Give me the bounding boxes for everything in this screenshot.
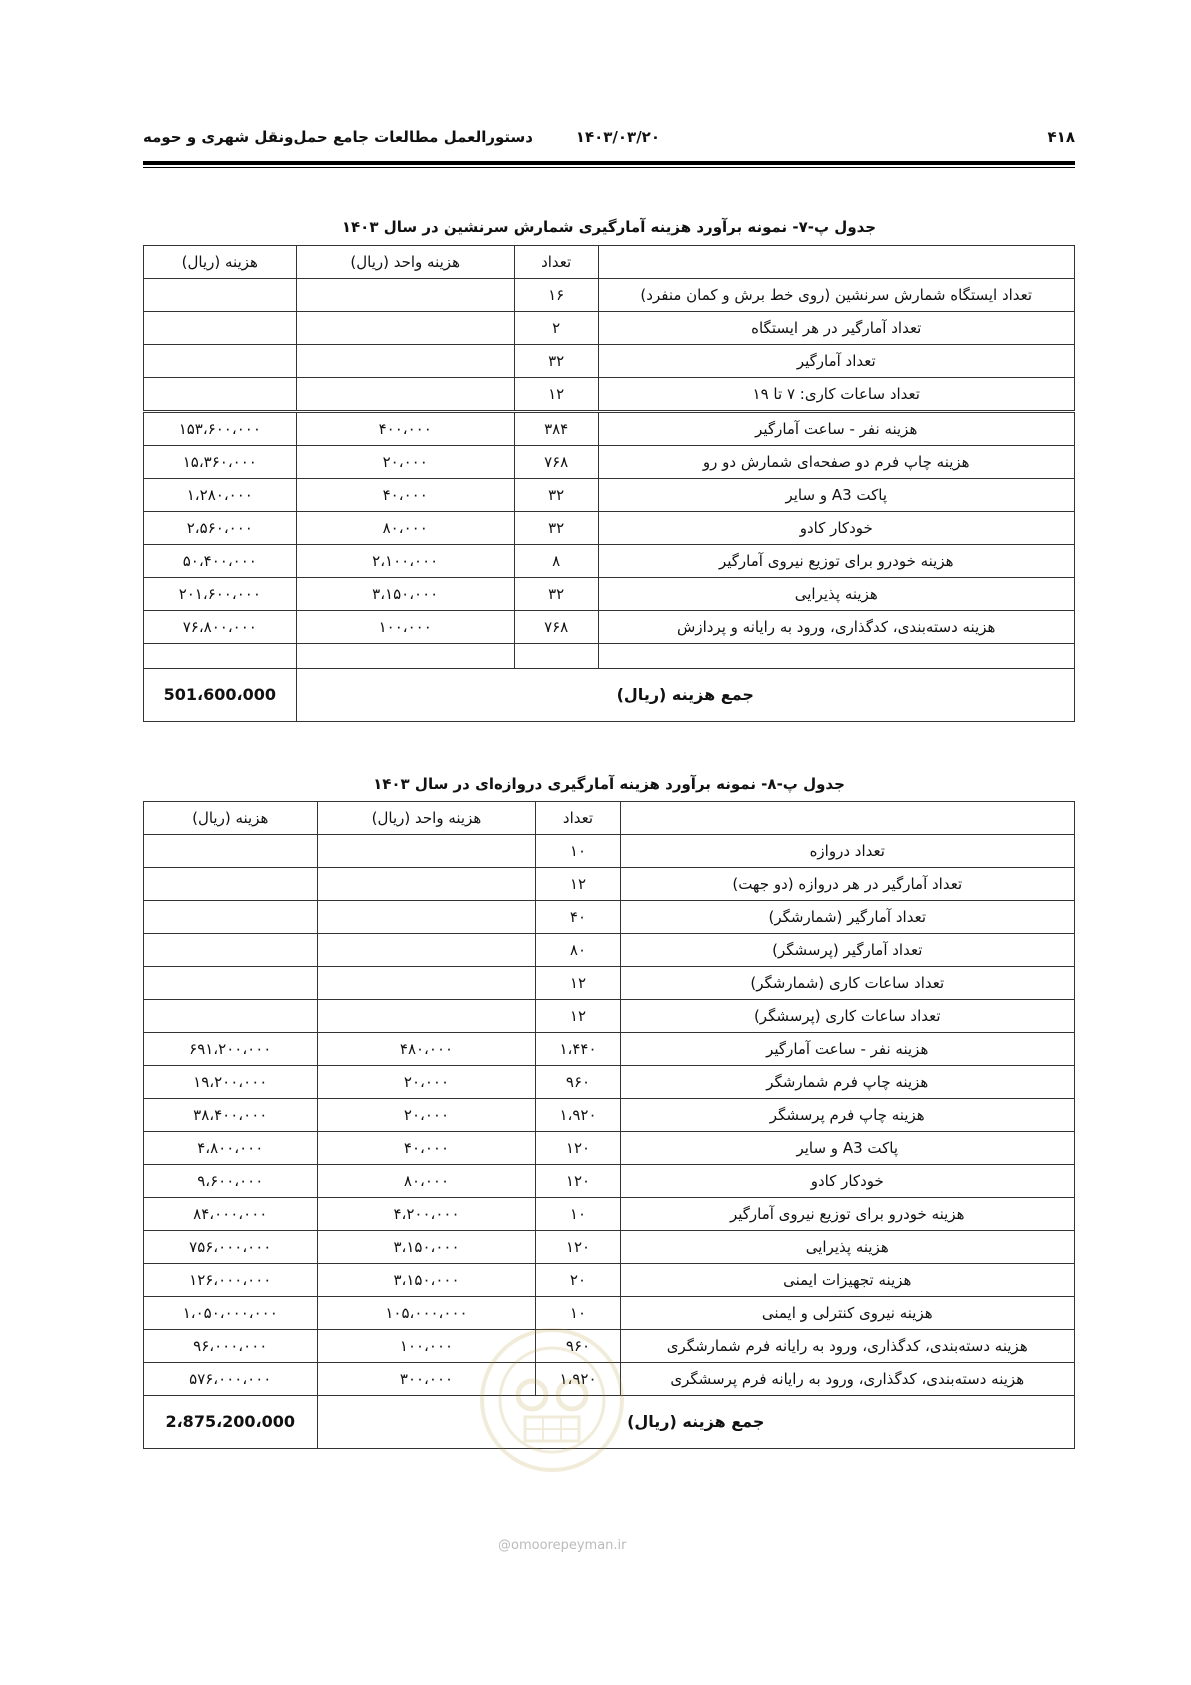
row-count: ۱۲ [536, 1000, 620, 1033]
row-item: هزینه نفر - ساعت آمارگیر [598, 412, 1074, 446]
row-count: ۱،۹۲۰ [536, 1099, 620, 1132]
row-unit-cost: ۳،۱۵۰،۰۰۰ [296, 578, 514, 611]
row-item: هزینه چاپ فرم شمارشگر [620, 1066, 1075, 1099]
row-cost [144, 279, 297, 312]
row-count: ۹۶۰ [536, 1066, 620, 1099]
row-unit-cost [317, 934, 536, 967]
row-item: تعداد آمارگیر در هر دروازه (دو جهت) [620, 868, 1075, 901]
row-item: هزینه پذیرایی [620, 1231, 1075, 1264]
row-cost: ۸۴،۰۰۰،۰۰۰ [144, 1198, 318, 1231]
row-cost: ۹۶،۰۰۰،۰۰۰ [144, 1330, 318, 1363]
row-cost [144, 1000, 318, 1033]
total-row [144, 669, 1075, 722]
row-item: تعداد آمارگیر (شمارشگر) [620, 901, 1075, 934]
row-unit-cost: ۸۰،۰۰۰ [296, 512, 514, 545]
row-unit-cost: ۲۰،۰۰۰ [317, 1066, 536, 1099]
row-item: خودکار کادو [620, 1165, 1075, 1198]
blank-cell [598, 644, 1074, 669]
row-count: ۱۶ [514, 279, 598, 312]
row-cost: ۷۵۶،۰۰۰،۰۰۰ [144, 1231, 318, 1264]
row-cost: ۵۰،۴۰۰،۰۰۰ [144, 545, 297, 578]
row-unit-cost: ۸۰،۰۰۰ [317, 1165, 536, 1198]
row-count: ۴۰ [536, 901, 620, 934]
row-count: ۳۲ [514, 512, 598, 545]
header-item [598, 246, 1074, 279]
row-unit-cost: ۳،۱۵۰،۰۰۰ [317, 1231, 536, 1264]
row-cost: ۷۶،۸۰۰،۰۰۰ [144, 611, 297, 644]
table-row [144, 611, 1075, 644]
row-count: ۸ [514, 545, 598, 578]
row-cost: ۴،۸۰۰،۰۰۰ [144, 1132, 318, 1165]
header-count: تعداد [514, 246, 598, 279]
row-cost [144, 345, 297, 378]
header-cost: هزینه (ریال) [144, 802, 318, 835]
row-unit-cost [317, 967, 536, 1000]
row-cost [144, 967, 318, 1000]
table1 [143, 245, 1075, 722]
row-item: هزینه چاپ فرم پرسشگر [620, 1099, 1075, 1132]
row-unit-cost: ۲۰،۰۰۰ [296, 446, 514, 479]
page-number: ۴۱۸ [1047, 128, 1075, 146]
row-count: ۱۲۰ [536, 1132, 620, 1165]
row-cost: ۱۵،۳۶۰،۰۰۰ [144, 446, 297, 479]
row-cost [144, 934, 318, 967]
row-unit-cost: ۱۰۵،۰۰۰،۰۰۰ [317, 1297, 536, 1330]
row-count: ۳۸۴ [514, 412, 598, 446]
row-item: خودکار کادو [598, 512, 1074, 545]
row-cost: ۱۲۶،۰۰۰،۰۰۰ [144, 1264, 318, 1297]
row-count: ۲ [514, 312, 598, 345]
table-row [144, 934, 1075, 967]
row-item: پاکت A3 و سایر [620, 1132, 1075, 1165]
row-cost [144, 378, 297, 412]
row-item: هزینه نیروی کنترلی و ایمنی [620, 1297, 1075, 1330]
row-cost: ۵۷۶،۰۰۰،۰۰۰ [144, 1363, 318, 1396]
row-count: ۱۲۰ [536, 1165, 620, 1198]
header-unit-cost: هزینه واحد (ریال) [296, 246, 514, 279]
row-unit-cost: ۳۰۰،۰۰۰ [317, 1363, 536, 1396]
row-cost: ۲۰۱،۶۰۰،۰۰۰ [144, 578, 297, 611]
blank-cell [296, 644, 514, 669]
blank-cell [514, 644, 598, 669]
row-unit-cost: ۴۰،۰۰۰ [296, 479, 514, 512]
row-item: تعداد ایستگاه شمارش سرنشین (روی خط برش و کمان منفرد) [598, 279, 1074, 312]
row-unit-cost: ۴،۲۰۰،۰۰۰ [317, 1198, 536, 1231]
total-label: جمع هزینه (ریال) [317, 1396, 1075, 1449]
row-item: تعداد آمارگیر (پرسشگر) [620, 934, 1075, 967]
row-item: هزینه تجهیزات ایمنی [620, 1264, 1075, 1297]
row-cost [144, 835, 318, 868]
row-count: ۱،۹۲۰ [536, 1363, 620, 1396]
header-date: ۱۴۰۳/۰۳/۲۰ [575, 128, 660, 146]
row-count: ۱۰ [536, 1297, 620, 1330]
row-cost [144, 312, 297, 345]
row-unit-cost [317, 901, 536, 934]
total-label: جمع هزینه (ریال) [296, 669, 1074, 722]
table-row [144, 1066, 1075, 1099]
header-rule [143, 161, 1075, 165]
row-count: ۳۲ [514, 345, 598, 378]
table-row [144, 412, 1075, 446]
row-unit-cost [296, 378, 514, 412]
table-row [144, 545, 1075, 578]
table-row [144, 868, 1075, 901]
table-row [144, 1033, 1075, 1066]
row-cost: ۹،۶۰۰،۰۰۰ [144, 1165, 318, 1198]
header-count: تعداد [536, 802, 620, 835]
row-unit-cost: ۴۰،۰۰۰ [317, 1132, 536, 1165]
row-cost: ۱،۰۵۰،۰۰۰،۰۰۰ [144, 1297, 318, 1330]
row-count: ۳۲ [514, 479, 598, 512]
header-unit-cost: هزینه واحد (ریال) [317, 802, 536, 835]
row-cost: ۱،۲۸۰،۰۰۰ [144, 479, 297, 512]
row-cost: ۱۵۳،۶۰۰،۰۰۰ [144, 412, 297, 446]
row-item: تعداد دروازه [620, 835, 1075, 868]
row-count: ۳۲ [514, 578, 598, 611]
row-item: تعداد آمارگیر [598, 345, 1074, 378]
row-cost: ۳۸،۴۰۰،۰۰۰ [144, 1099, 318, 1132]
row-cost: ۶۹۱،۲۰۰،۰۰۰ [144, 1033, 318, 1066]
table-row [144, 967, 1075, 1000]
table-row [144, 378, 1075, 412]
table-row [144, 446, 1075, 479]
row-item: تعداد آمارگیر در هر ایستگاه [598, 312, 1074, 345]
row-count: ۹۶۰ [536, 1330, 620, 1363]
row-item: هزینه دسته‌بندی، کدگذاری، ورود به رایانه فرم شمارشگری [620, 1330, 1075, 1363]
table-row [144, 279, 1075, 312]
row-count: ۱۲ [536, 967, 620, 1000]
header-title: دستورالعمل مطالعات جامع حمل‌ونقل شهری و حومه [143, 128, 533, 146]
row-item: هزینه دسته‌بندی، کدگذاری، ورود به رایانه فرم پرسشگری [620, 1363, 1075, 1396]
watermark-text: @omoorepeyman.ir [498, 1538, 627, 1553]
row-count: ۲۰ [536, 1264, 620, 1297]
row-unit-cost: ۱۰۰،۰۰۰ [317, 1330, 536, 1363]
table-row [144, 345, 1075, 378]
row-item: هزینه چاپ فرم دو صفحه‌ای شمارش دو رو [598, 446, 1074, 479]
row-item: هزینه خودرو برای توزیع نیروی آمارگیر [598, 545, 1074, 578]
total-value: 2،875،200،000 [144, 1396, 318, 1449]
table-row [144, 1231, 1075, 1264]
row-item: هزینه خودرو برای توزیع نیروی آمارگیر [620, 1198, 1075, 1231]
row-count: ۱۲ [536, 868, 620, 901]
table-row [144, 835, 1075, 868]
table-row [144, 512, 1075, 545]
row-cost: ۱۹،۲۰۰،۰۰۰ [144, 1066, 318, 1099]
header-cost: هزینه (ریال) [144, 246, 297, 279]
row-unit-cost [296, 312, 514, 345]
table-row [144, 1132, 1075, 1165]
table-row [144, 578, 1075, 611]
row-unit-cost: ۳،۱۵۰،۰۰۰ [317, 1264, 536, 1297]
table-row [144, 479, 1075, 512]
row-unit-cost: ۲۰،۰۰۰ [317, 1099, 536, 1132]
table-row [144, 1264, 1075, 1297]
table-row [144, 1198, 1075, 1231]
row-unit-cost [317, 835, 536, 868]
row-count: ۷۶۸ [514, 611, 598, 644]
row-unit-cost [317, 1000, 536, 1033]
table-header-row [144, 246, 1075, 279]
row-count: ۱۲۰ [536, 1231, 620, 1264]
blank-row [144, 644, 1075, 669]
row-unit-cost [296, 279, 514, 312]
table-row [144, 901, 1075, 934]
header-item [620, 802, 1075, 835]
row-count: ۷۶۸ [514, 446, 598, 479]
row-count: ۸۰ [536, 934, 620, 967]
table-row [144, 1165, 1075, 1198]
row-cost [144, 868, 318, 901]
table-header-row [144, 802, 1075, 835]
table-row [144, 1099, 1075, 1132]
row-unit-cost: ۴۰۰،۰۰۰ [296, 412, 514, 446]
blank-cell [144, 644, 297, 669]
row-count: ۱۲ [514, 378, 598, 412]
table-row [144, 1000, 1075, 1033]
row-item: تعداد ساعات کاری (پرسشگر) [620, 1000, 1075, 1033]
header-rule-thin [143, 167, 1075, 168]
row-unit-cost: ۴۸۰،۰۰۰ [317, 1033, 536, 1066]
table2-caption: جدول پ-۸- نمونه برآورد هزینه آمارگیری دروازه‌ای در سال ۱۴۰۳ [373, 775, 845, 793]
row-unit-cost: ۱۰۰،۰۰۰ [296, 611, 514, 644]
total-value: 501،600،000 [144, 669, 297, 722]
row-unit-cost [296, 345, 514, 378]
row-count: ۱۰ [536, 1198, 620, 1231]
row-item: هزینه دسته‌بندی، کدگذاری، ورود به رایانه و پردازش [598, 611, 1074, 644]
row-item: تعداد ساعات کاری: ۷ تا ۱۹ [598, 378, 1074, 412]
row-item: هزینه پذیرایی [598, 578, 1074, 611]
row-count: ۱،۴۴۰ [536, 1033, 620, 1066]
row-count: ۱۰ [536, 835, 620, 868]
row-cost [144, 901, 318, 934]
table-row [144, 312, 1075, 345]
row-unit-cost: ۲،۱۰۰،۰۰۰ [296, 545, 514, 578]
row-unit-cost [317, 868, 536, 901]
row-item: پاکت A3 و سایر [598, 479, 1074, 512]
table1-caption: جدول پ-۷- نمونه برآورد هزینه آمارگیری شمارش سرنشین در سال ۱۴۰۳ [341, 218, 877, 236]
row-item: هزینه نفر - ساعت آمارگیر [620, 1033, 1075, 1066]
seal-logo-icon [477, 1325, 627, 1475]
row-cost: ۲،۵۶۰،۰۰۰ [144, 512, 297, 545]
row-item: تعداد ساعات کاری (شمارشگر) [620, 967, 1075, 1000]
page-header [143, 128, 1075, 150]
